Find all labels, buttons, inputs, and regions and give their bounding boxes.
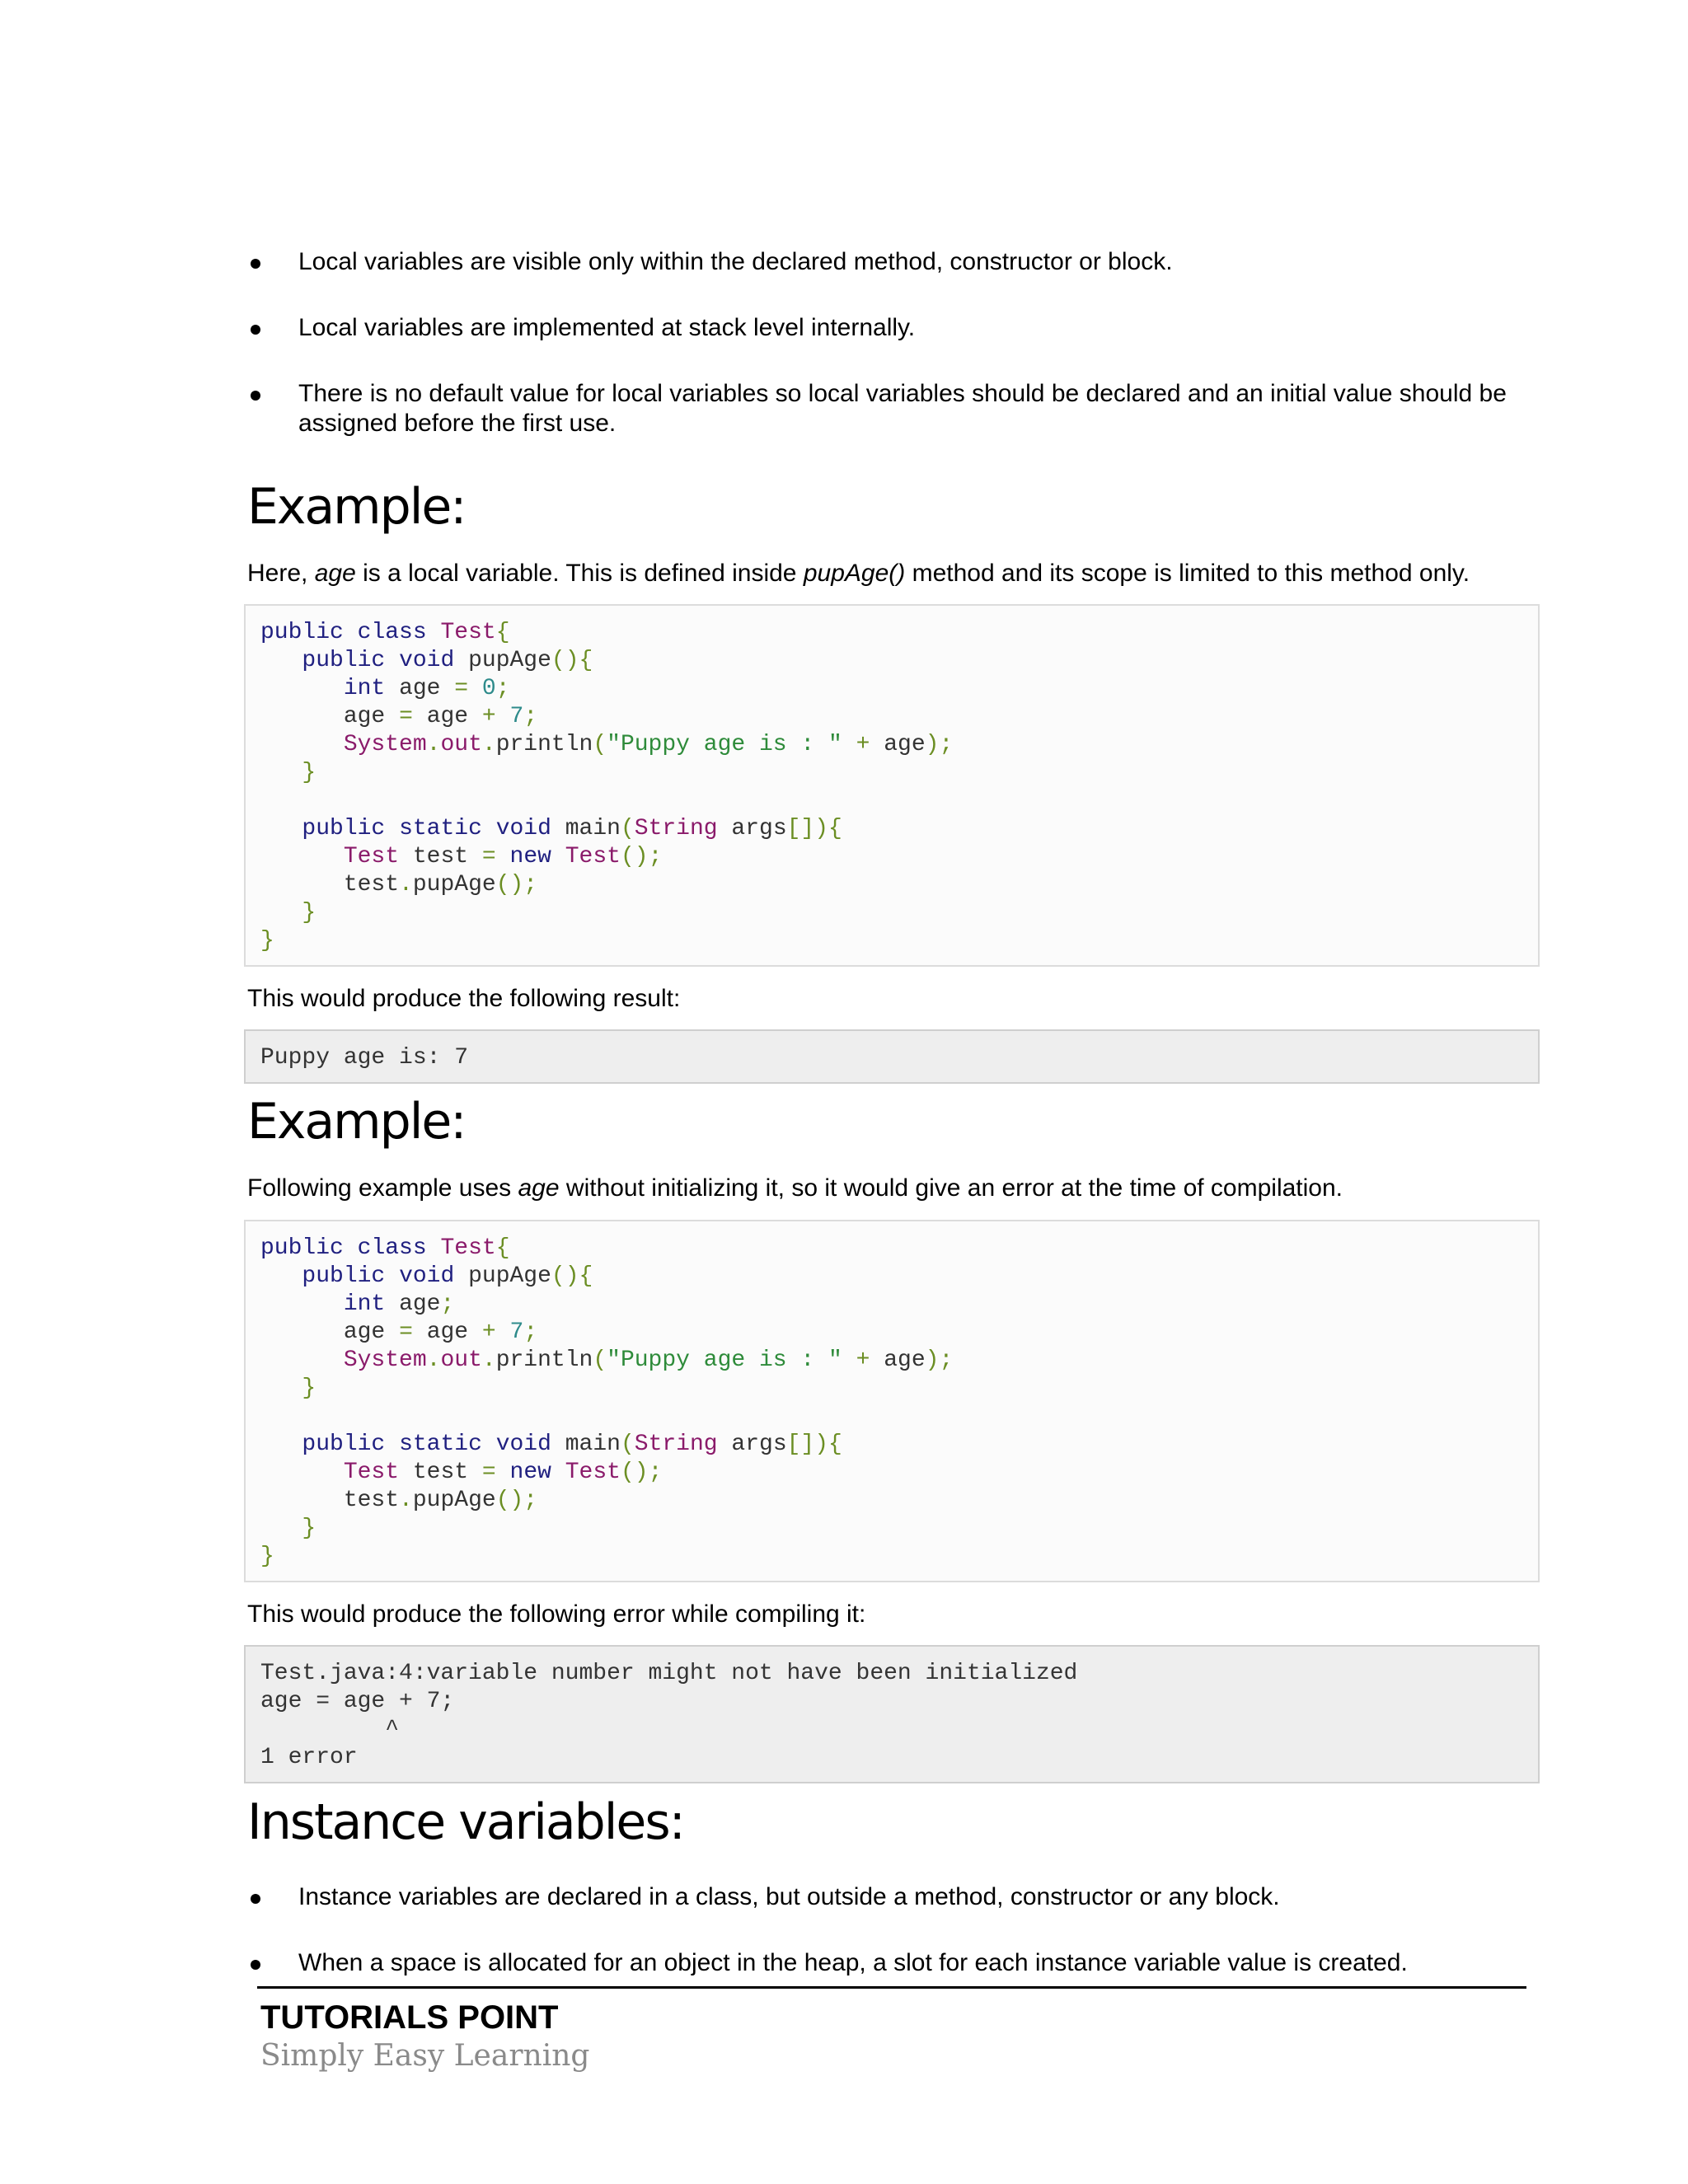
result-label: This would produce the following result:: [247, 985, 681, 1012]
bullet-dot: [251, 1894, 260, 1904]
code-block: public class Test{ public void pupAge(){ int age; age = age + 7; System.out.println("Puppy age is : " + age); } public static void main(String args[]){ Test test = new Test(); test.pupAge(); } }: [244, 1220, 1540, 1582]
footer-divider: [257, 1986, 1526, 1989]
bullet-item: Instance variables are declared in a class, but outside a method, constructor or any block.: [247, 1882, 1533, 1912]
section-heading: Example:: [247, 1093, 466, 1151]
result-label: This would produce the following error while compiling it:: [247, 1601, 866, 1628]
error-output-block: Test.java:4:variable number might not have been initialized age = age + 7; ^ 1 error: [244, 1645, 1540, 1783]
bullet-item: When a space is allocated for an object in the heap, a slot for each instance variable value is created.: [247, 1948, 1533, 1978]
bullet-dot: [251, 259, 260, 269]
code-block: public class Test{ public void pupAge(){ int age = 0; age = age + 7; System.out.println("Puppy age is : " + age); } public static void main(String args[]){ Test test = new Test(); test.pupAge(); } }: [244, 604, 1540, 967]
bullet-dot: [251, 325, 260, 335]
bullet-dot: [251, 391, 260, 401]
local-variables-bullet-list: [247, 247, 1533, 475]
bullet-item: Local variables are visible only within the declared method, constructor or block.: [247, 247, 1533, 277]
example-intro: Following example uses age without initializing it, so it would give an error at the time of compilation.: [247, 1174, 1343, 1202]
output-block: Puppy age is: 7: [244, 1029, 1540, 1084]
example-intro: Here, age is a local variable. This is defined inside pupAge() method and its scope is limited to this method only.: [247, 560, 1470, 587]
section-heading: Example:: [247, 478, 466, 536]
footer-tagline: Simply Easy Learning: [260, 2039, 590, 2073]
instance-variables-bullet-list: [247, 1882, 1533, 2014]
bullet-item: There is no default value for local variables so local variables should be declared and an initial value should be assigned before the first use.: [247, 379, 1533, 438]
bullet-dot: [251, 1960, 260, 1970]
bullet-item: Local variables are implemented at stack level internally.: [247, 313, 1533, 343]
footer-brand: TUTORIALS POINT: [260, 1999, 559, 2036]
section-heading: Instance variables:: [247, 1793, 684, 1851]
